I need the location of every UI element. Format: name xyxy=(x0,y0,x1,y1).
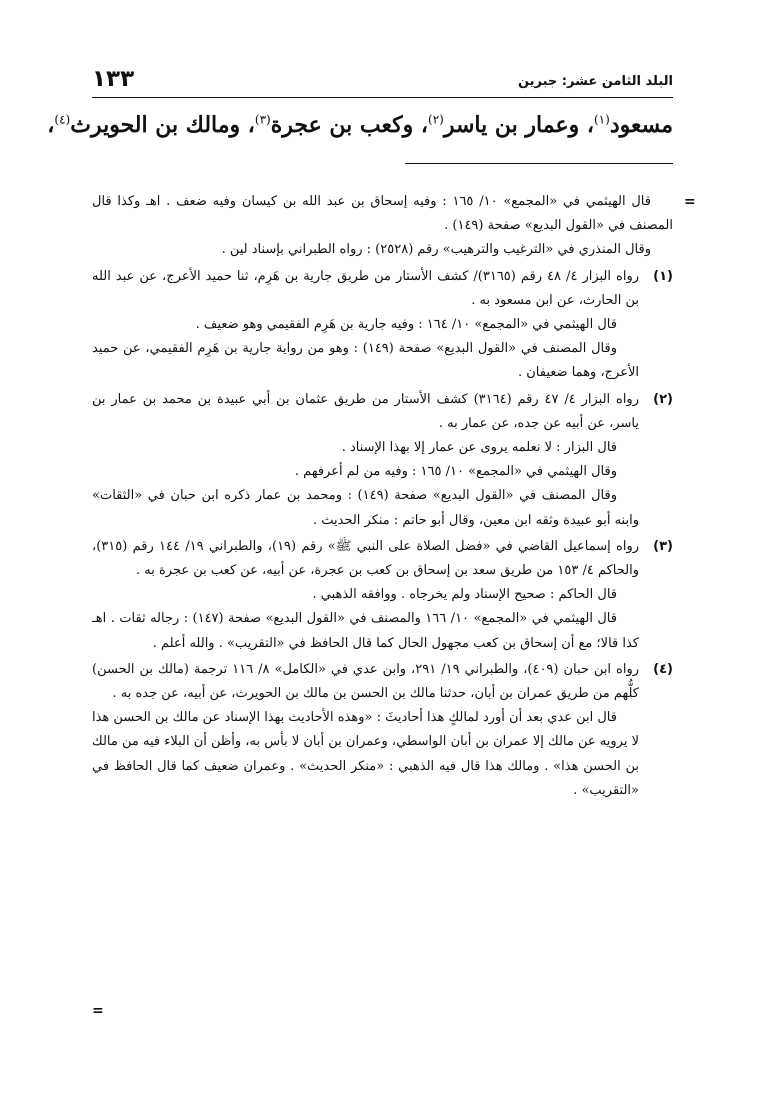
footnote-paragraph: قال الهيثمي في «المجمع» ١٠/ ١٦٤ : وفيه جارية بن هَرِم الفقيمي وهو ضعيف . xyxy=(195,317,617,333)
footnote-paragraph: قال الهيثمي في «المجمع» ١٠/ ١٦٦ والمصنف في «القول البديع» صفحة (١٤٧) : رجاله ثقات . اهـ كذا قالا؛ مع أن إسحاق بن كعب مجهول الحال كما قال الحافظ في «التقريب» . والله أعلم . xyxy=(92,611,639,651)
continued-footnote xyxy=(92,190,673,263)
footnote-paragraph: قال البزار : لا نعلمه يروى عن عمار إلا بهذا الإسناد . xyxy=(341,440,617,456)
footnote-paragraph: رواه إسماعيل القاضي في «فضل الصلاة على النبي ﷺ» رقم (١٩)، والطبراني ١٩/ ١٤٤ رقم (٣١٥)، والحاكم ٤/ ١٥٣ من طريق سعد بن إسحاق بن كعب بن عجرة، عن أبيه، عن كعب بن عجرة به . xyxy=(92,538,639,579)
footnote-body xyxy=(92,658,639,803)
footnote-paragraph: وقال المنذري في «الترغيب والترهيب» رقم (٢٥٢٨) : رواه الطبراني بإسناد لين . xyxy=(221,242,651,258)
footnote-paragraph: وقال الهيثمي في «المجمع» ١٠/ ١٦٥ : وفيه من لم أعرفهم . xyxy=(294,464,617,480)
footnote-ref: (٢) xyxy=(428,112,444,127)
footnote-ref: (١) xyxy=(593,112,610,127)
footnote-body xyxy=(92,265,639,386)
footnote-number: (٢) xyxy=(653,391,673,407)
footnote-body xyxy=(92,388,639,533)
footnotes-area xyxy=(92,190,673,805)
footnote-paragraph: وقال المصنف في «القول البديع» صفحة (١٤٩) : وهو من رواية جارية بن هَرِم الفقيمي، عن حميد الأعرج، وهما ضعيفان . xyxy=(92,341,639,381)
footnote-paragraph: رواه ابن حبان (٤٠٩)، والطبراني ١٩/ ٢٩١، وابن عدي في «الكامل» ٨/ ١١٦ ترجمة (مالك بن الحسن) كلُّهم من طريق عمران بن أبان، حدثنا مالك بن الحسن بن مالك بن الحويرث، عن أبيه، عن جده به . xyxy=(92,661,640,702)
continuation-mark-top: = xyxy=(684,194,696,210)
footnote-paragraph: وقال المصنف في «القول البديع» صفحة (١٤٩) : ومحمد بن عمار ذكره ابن حبان في «الثقات» وابنه أبو عبيدة وثقه ابن معين، وقال أبو حاتم : منكر الحديث . xyxy=(92,488,639,528)
main-text-line xyxy=(47,112,673,138)
footnote-paragraph: قال الحاكم : صحيح الإسناد ولم يخرجاه . ووافقه الذهبي . xyxy=(312,587,617,603)
footnote-ref: (٣) xyxy=(254,112,271,127)
main-text-segment: مسعود xyxy=(609,112,673,138)
main-text-segment: ، وكعب بن عجرة xyxy=(270,112,428,138)
header-rule xyxy=(92,97,673,98)
footnote-1 xyxy=(92,265,673,386)
footnote-number: (٤) xyxy=(653,661,673,677)
main-text-segment: ، ومالك بن الحويرث xyxy=(70,112,255,138)
chapter-title: البلد الثامن عشر: جبرين xyxy=(517,74,673,89)
footnote-number: (٣) xyxy=(653,538,673,554)
footnote-paragraph: قال ابن عدي بعد أن أورد لمالكٍ هذا أحاديثَ : «وهذه الأحاديث بهذا الإسناد عن مالك بن الحسن هذا لا يرويه عن مالك إلا عمران بن أبان الواسطي، وعمران بن أبان لا بأس به، وأظن أن البلاء فيه من مالك بن الحسن هذا» . ومالك هذا قال فيه الذهبي : «منكر الحديث» . وعمران ضعيف كما قال الحافظ في «التقريب» . xyxy=(92,710,639,798)
footnote-body xyxy=(92,535,639,656)
footnote-number: (١) xyxy=(653,268,673,284)
footnote-4 xyxy=(92,658,673,803)
footnote-separator xyxy=(405,163,673,164)
main-text-segment: ، وعمار بن ياسر xyxy=(443,112,594,138)
running-header xyxy=(92,66,673,100)
footnote-paragraph: قال الهيثمي في «المجمع» ١٠/ ١٦٥ : وفيه إسحاق بن عبد الله بن كيسان وفيه ضعف . اهـ وكذا قال المصنف في «القول البديع» صفحة (١٤٩) . xyxy=(92,194,673,234)
footnote-paragraph: رواه البزار ٤/ ٤٨ رقم (٣١٦٥)/ كشف الأستار من طريق جارية بن هَرِم، ثنا حميد الأعرج، عن عبد الله بن الحارث، عن ابن مسعود به . xyxy=(92,268,639,308)
footnote-3 xyxy=(92,535,673,656)
footnote-paragraph: رواه البزار ٤/ ٤٧ رقم (٣١٦٤) كشف الأستار من طريق عثمان بن أبي عبيدة بن محمد بن عمار بن ياسر، عن أبيه عن جده، عن عمار به . xyxy=(92,391,639,431)
footnote-ref: (٤) xyxy=(54,112,71,127)
continuation-mark-bottom: = xyxy=(92,1003,104,1019)
page-number: ١٣٣ xyxy=(92,66,135,92)
main-text-segment: ، xyxy=(47,112,55,138)
footnote-2 xyxy=(92,388,673,533)
